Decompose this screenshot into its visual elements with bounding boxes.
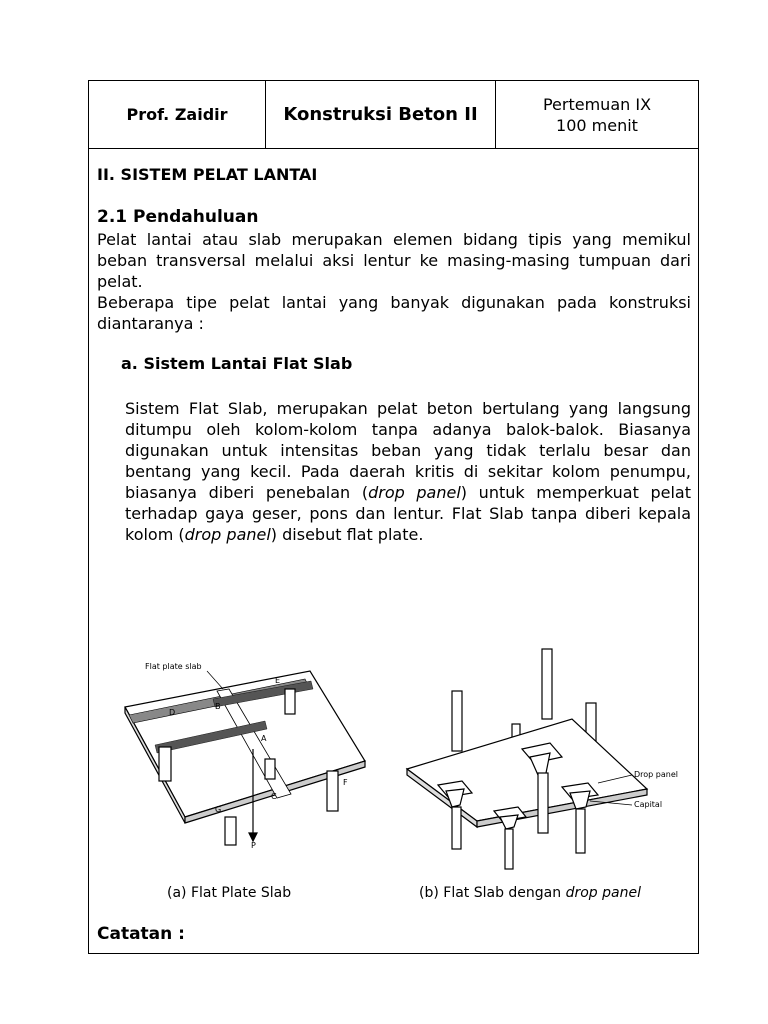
section-title: II. SISTEM PELAT LANTAI xyxy=(97,165,318,184)
figure-b-caption xyxy=(419,885,641,901)
item-a-title: a. Sistem Lantai Flat Slab xyxy=(121,354,353,373)
label-c: C xyxy=(271,792,277,801)
flat-slab-drop-panel-figure xyxy=(402,639,698,879)
label-e: E xyxy=(275,676,281,685)
drop-panel-label: Drop panel xyxy=(634,770,678,779)
intro-paragraph: Pelat lantai atau slab merupakan elemen bidang tipis yang memikul beban transversal melalui aksi lentur ke masing-masing tumpuan dari pelat. xyxy=(97,230,691,291)
header-table xyxy=(89,81,698,149)
figure-a-caption: (a) Flat Plate Slab xyxy=(167,885,292,901)
flat-slab-text-2: ) untuk memperkuat pelat terhadap gaya geser, pons dan lentur. Flat Slab tanpa diberi kepala kolom ( xyxy=(125,483,692,544)
label-a: A xyxy=(261,734,267,743)
meeting-cell xyxy=(496,81,698,148)
meeting-duration: 100 menit xyxy=(556,115,638,135)
label-g: G xyxy=(215,805,222,814)
flat-slab-text-3: ) disebut flat plate. xyxy=(270,525,424,544)
flat-slab-text-1: Sistem Flat Slab, merupakan pelat beton bertulang yang langsung ditumpu oleh kolom-kolom tanpa adanya balok-balok. Biasanya digunakan untuk intensitas beban yang tidak terlalu besar dan bentang yang kecil. Pada daerah kritis di sekitar kolom penumpu, biasanya diberi penebalan ( xyxy=(125,399,691,502)
label-p: P xyxy=(251,841,256,849)
types-paragraph: Beberapa tipe pelat lantai yang banyak digunakan pada konstruksi diantaranya : xyxy=(97,293,691,333)
document-frame xyxy=(88,80,699,954)
subsection-title: 2.1 Pendahuluan xyxy=(97,207,259,227)
drop-panel-term-1: drop panel xyxy=(368,483,461,502)
notes-label: Catatan : xyxy=(97,924,185,944)
author-cell xyxy=(89,81,266,148)
figure-b-caption-prefix: (b) Flat Slab dengan xyxy=(419,885,566,901)
slab-label: Flat plate slab xyxy=(145,662,202,671)
label-b: B xyxy=(215,702,221,711)
figure-b-caption-italic: drop panel xyxy=(565,885,641,901)
meeting-number: Pertemuan IX xyxy=(542,94,652,114)
label-f: F xyxy=(343,778,348,787)
author-name: Prof. Zaidir xyxy=(126,105,228,124)
label-d: D xyxy=(169,708,176,717)
capital-label: Capital xyxy=(634,800,663,809)
flat-slab-paragraph xyxy=(125,398,691,545)
course-title: Konstruksi Beton II xyxy=(283,104,478,125)
drop-panel-term-2: drop panel xyxy=(184,525,271,544)
flat-plate-slab-figure xyxy=(115,649,377,849)
course-cell xyxy=(266,81,496,148)
